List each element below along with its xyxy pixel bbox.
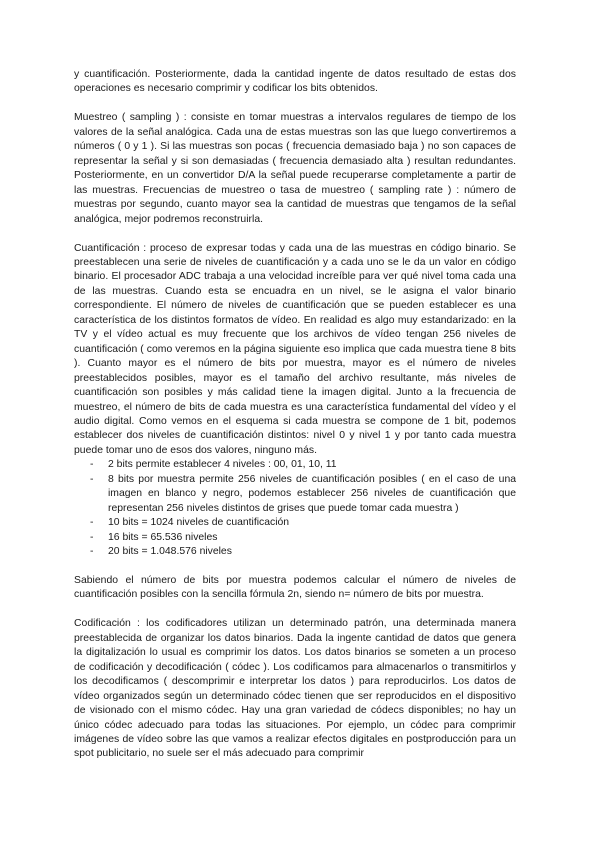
dash-bullet: - (90, 546, 94, 558)
codificacion-paragraph: Codificación : los codificadores utilizan un determinado patrón, una determinada manera preestablecida de organizar los datos binarios. Dada la ingente cantidad de datos que genera la digitalización lo usual es comprimir los datos. Los datos binarios se someten a un proceso de codificación y decodificación ( códec ). Los codificamos para almacenarlos o transmitirlos y los decodificamos ( descomprimir e interpretar los datos ) para reproducirlos. Los datos de vídeo organizados según un determinado códec tienen que ser reproducidos en el dispositivo de visionado con el mismo códec. Hay una gran variedad de códecs disponibles; no hay un único códec adecuado para todas las situaciones. Por ejemplo, un códec para comprimir imágenes de vídeo sobre las que vamos a realizar efectos digitales en postproducción para un spot publicitario, no suele ser el más adecuado para comprimir (74, 618, 516, 760)
list-item (90, 545, 516, 559)
paragraph-spacer (74, 97, 516, 112)
list-item-text: 20 bits = 1.048.576 niveles (108, 546, 232, 558)
dash-bullet: - (90, 517, 94, 529)
intro-paragraph: y cuantificación. Posteriormente, dada la cantidad ingente de datos resultado de estas dos operaciones es necesario comprimir y codificar los bits obtenidos. (74, 69, 516, 95)
muestreo-paragraph: Muestreo ( sampling ) : consiste en tomar muestras a intervalos regulares de tiempo de los valores de la señal analógica. Cada una de estas muestras son las que luego convertiremos a números ( 0 y 1 ). Si las muestras son pocas ( frecuencia demasiado baja ) no son capaces de representar la señal y si son demasiadas ( frecuencia demasiado alta ) resultan redundantes. Posteriormente, en un convertidor D/A la señal puede recuperarse completamente a partir de las muestras. Frecuencias de muestreo o tasa de muestreo ( sampling rate ) : número de muestras por segundo, cuanto mayor sea la cantidad de muestras que tengamos de la señal analógica, mejor podremos reconstruirla. (74, 112, 516, 225)
list-item (90, 473, 516, 516)
dash-bullet: - (90, 473, 94, 485)
paragraph-spacer (74, 560, 516, 575)
list-item (90, 516, 516, 530)
cuantificacion-paragraph: Cuantificación : proceso de expresar todas y cada una de las muestras en código binario. Se preestablecen una serie de niveles de cuantificación y a cada uno se le da un valor en código binario. El procesador ADC trabaja a una velocidad increíble para ver qué nivel toma cada una de las muestras. Cuando esta se encuadra en un nivel, se le asigna el valor binario correspondiente. El número de niveles de cuantificación que se pueden establecer es una característica de los distintos formatos de vídeo. En realidad es algo muy estandarizado: en la TV y el vídeo actual es muy frecuente que los archivos de vídeo tengan 256 niveles de cuantificación ( como veremos en la página siguiente eso implica que cada muestra tiene 8 bits ). Cuanto mayor es el número de bits por muestra, mayor es el número de niveles preestablecidos posibles, mayor es el tamaño del archivo resultante, más niveles de cuantificación son posibles y más calidad tiene la imagen digital. Junto a la frecuencia de muestreo, el número de bits de cada muestra es una característica fundamental del vídeo y el audio digital. Como vemos en el esquema si cada muestra se compone de 1 bit, podemos establecer dos niveles de cuantificación distintos: nivel 0 y nivel 1 y por tanto cada muestra puede tomar uno de esos dos valores, ninguno más. (74, 242, 516, 456)
list-item-text: 16 bits = 65.536 niveles (108, 531, 218, 543)
formula-paragraph: Sabiendo el número de bits por muestra podemos calcular el número de niveles de cuantificación posibles con la sencilla fórmula 2n, siendo n= número de bits por muestra. (74, 575, 516, 601)
bits-list (74, 458, 516, 559)
list-item (90, 458, 516, 472)
paragraph-spacer (74, 603, 516, 618)
list-item (90, 531, 516, 545)
dash-bullet: - (90, 531, 94, 543)
paragraph-spacer (74, 227, 516, 242)
list-item-text: 10 bits = 1024 niveles de cuantificación (108, 517, 290, 529)
dash-bullet: - (90, 459, 94, 471)
list-item-text: 8 bits por muestra permite 256 niveles de cuantificación posibles ( en el caso de una imagen en blanco y negro, podemos establecer 256 niveles de cuantificación que representan 256 niveles distintos de grises que puede tomar cada muestra ) (108, 473, 516, 514)
list-item-text: 2 bits permite establecer 4 niveles : 00, 01, 10, 11 (108, 459, 337, 471)
